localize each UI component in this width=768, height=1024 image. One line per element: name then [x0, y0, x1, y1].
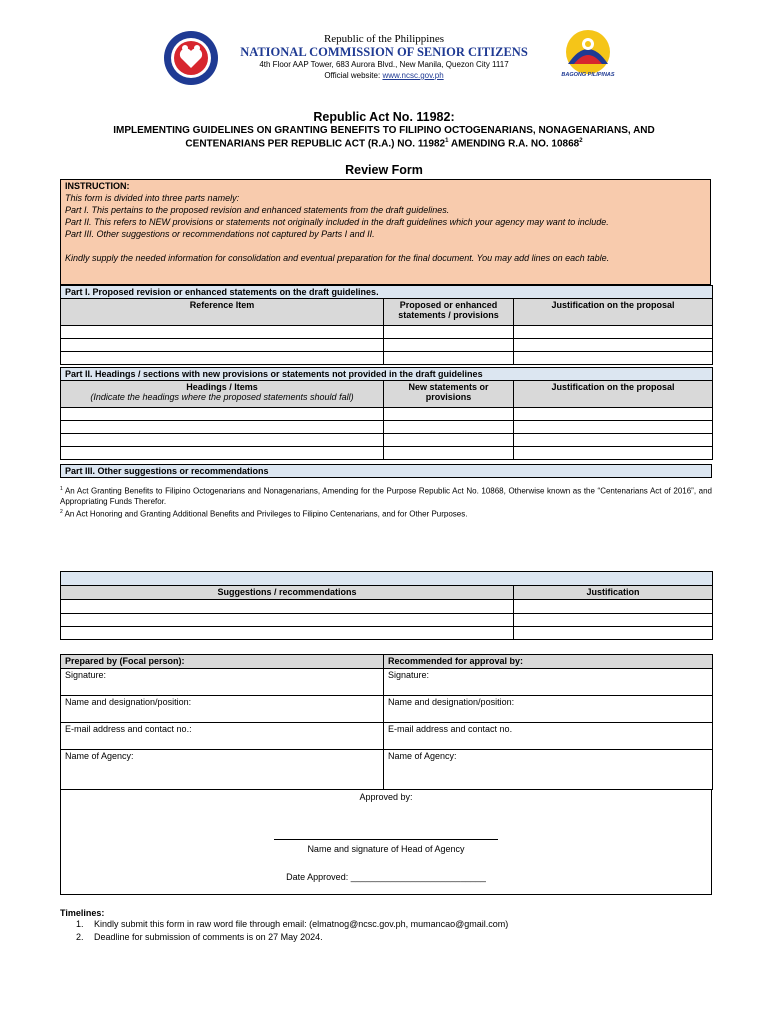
part2-table [60, 367, 713, 460]
input-cell[interactable] [514, 408, 713, 421]
title-sup2: 2 [579, 138, 583, 144]
part1-title: Part I. Proposed revision or enhanced statements on the draft guidelines. [61, 286, 713, 299]
title-line2b: AMENDING R.A. NO. 10868 [448, 138, 580, 150]
input-cell[interactable] [514, 326, 713, 339]
table-row [61, 447, 713, 460]
instruction-line: Part II. This refers to NEW provisions or statements not originally included in the draft guidelines which your agency may want to include. [65, 217, 609, 227]
input-cell[interactable] [61, 326, 384, 339]
recommended-email-field[interactable]: E-mail address and contact no. [384, 723, 713, 750]
instruction-heading: INSTRUCTION: [65, 181, 130, 191]
approved-by-label: Approved by: [359, 792, 413, 802]
form-title: Review Form [345, 163, 423, 177]
recommended-name-field[interactable]: Name and designation/position: [384, 696, 713, 723]
header-website-line [0, 71, 768, 80]
input-cell[interactable] [514, 352, 713, 365]
head-signature-label: Name and signature of Head of Agency [307, 844, 465, 854]
table-row [61, 614, 713, 627]
timeline-number: 2. [76, 932, 84, 942]
input-cell[interactable] [384, 352, 514, 365]
header-address: 4th Floor AAP Tower, 683 Aurora Blvd., New Manila, Quezon City 1117 [259, 60, 509, 69]
bagong-pilipinas-text: BAGONG PILIPINAS [561, 72, 615, 78]
footnotes [60, 484, 712, 519]
recommended-signature-field[interactable]: Signature: [384, 669, 713, 696]
part2-col-new: New statements or provisions [384, 381, 514, 408]
instruction-line: Part I. This pertains to the proposed revision and enhanced statements from the draft guidelines. [65, 205, 450, 215]
input-cell[interactable] [514, 447, 713, 460]
table-row [61, 339, 713, 352]
timeline-item [76, 919, 508, 929]
part1-table [60, 285, 713, 365]
part2-col-headings [61, 381, 384, 408]
input-cell[interactable] [61, 352, 384, 365]
input-cell[interactable] [61, 339, 384, 352]
website-link[interactable]: www.ncsc.gov.ph [382, 71, 444, 80]
input-cell[interactable] [514, 627, 713, 640]
part2-col-headings-sub: (Indicate the headings where the proposed statements should fall) [90, 392, 354, 402]
instruction-box [60, 179, 711, 285]
part3-col-suggestions: Suggestions / recommendations [61, 586, 514, 600]
signature-table [60, 654, 713, 790]
input-cell[interactable] [384, 326, 514, 339]
part2-col-headings-label: Headings / Items [186, 382, 258, 392]
prepared-name-field[interactable]: Name and designation/position: [61, 696, 384, 723]
table-row [61, 600, 713, 614]
title-line2a: CENTENARIANS PER REPUBLIC ACT (R.A.) NO. 11982 [185, 138, 446, 150]
part1-col-justification: Justification on the proposal [514, 299, 713, 326]
prepared-signature-field[interactable]: Signature: [61, 669, 384, 696]
prepared-email-field[interactable]: E-mail address and contact no.: [61, 723, 384, 750]
input-cell[interactable] [514, 339, 713, 352]
instruction-line: This form is divided into three parts namely: [65, 193, 240, 203]
timeline-item [76, 932, 323, 942]
guidelines-title-line2 [0, 138, 768, 149]
part2-col-justification: Justification on the proposal [514, 381, 713, 408]
input-cell[interactable] [61, 434, 384, 447]
act-title: Republic Act No. 11982: [313, 110, 455, 124]
timeline-text: Kindly submit this form in raw word file through email: (elmatnog@ncsc.gov.ph, mumancao@gmail.com) [94, 919, 509, 929]
date-approved-field[interactable]: Date Approved: ___________________________ [286, 872, 486, 882]
header-agency: NATIONAL COMMISSION OF SENIOR CITIZENS [240, 45, 528, 59]
table-row [61, 627, 713, 640]
instruction-line: Part III. Other suggestions or recommendations not captured by Parts I and II. [65, 229, 375, 239]
footnote-1-number: 1 [60, 486, 63, 492]
part1-col-reference: Reference Item [61, 299, 384, 326]
part3-title-table [60, 464, 712, 478]
input-cell[interactable] [514, 434, 713, 447]
website-label: Official website: [324, 71, 383, 80]
header-country: Republic of the Philippines [323, 33, 445, 45]
input-cell[interactable] [61, 421, 384, 434]
table-row [61, 408, 713, 421]
input-cell[interactable] [61, 600, 514, 614]
guidelines-title-line1: IMPLEMENTING GUIDELINES ON GRANTING BENEFITS TO FILIPINO OCTOGENARIANS, NONAGENARIANS, AND [113, 125, 655, 136]
input-cell[interactable] [514, 614, 713, 627]
bagong-pilipinas-logo [556, 24, 620, 84]
part3-col-justification: Justification [514, 586, 713, 600]
input-cell[interactable] [61, 627, 514, 640]
title-sup1: 1 [445, 138, 449, 144]
footnote-2-number: 2 [60, 508, 63, 515]
table-row [61, 434, 713, 447]
part3-title: Part III. Other suggestions or recommendations [61, 465, 712, 478]
input-cell[interactable] [514, 600, 713, 614]
input-cell[interactable] [384, 408, 514, 421]
part3-table [60, 571, 713, 640]
timeline-text: Deadline for submission of comments is on 27 May 2024. [94, 932, 323, 942]
footnote-2-text: An Act Honoring and Granting Additional Benefits and Privileges to Filipino Centenarians, and for Other Purposes. [64, 509, 468, 519]
table-row [61, 421, 713, 434]
part3-blue-bar [61, 572, 713, 586]
timeline-number: 1. [76, 919, 84, 929]
input-cell[interactable] [61, 614, 514, 627]
input-cell[interactable] [61, 447, 384, 460]
footnote-2 [60, 507, 712, 520]
head-signature-line[interactable] [274, 839, 498, 840]
timelines-heading: Timelines: [60, 908, 105, 918]
input-cell[interactable] [61, 408, 384, 421]
prepared-by-heading: Prepared by (Focal person): [61, 655, 384, 669]
footnote-1 [60, 484, 712, 507]
recommended-agency-field[interactable]: Name of Agency: [384, 750, 713, 790]
table-row [61, 326, 713, 339]
instruction-note: Kindly supply the needed information for consolidation and eventual preparation for the final document. You may add lines on each table. [65, 253, 610, 263]
recommended-by-heading: Recommended for approval by: [384, 655, 713, 669]
prepared-agency-field[interactable]: Name of Agency: [61, 750, 384, 790]
approval-box [60, 789, 712, 895]
input-cell[interactable] [384, 421, 514, 434]
input-cell[interactable] [514, 421, 713, 434]
input-cell[interactable] [384, 339, 514, 352]
input-cell[interactable] [384, 447, 514, 460]
part1-col-proposed: Proposed or enhanced statements / provisions [384, 299, 514, 326]
footnote-1-text: An Act Granting Benefits to Filipino Octogenarians and Nonagenarians, Amending for the Purpose Republic Act No. 10868, Otherwise known as the “Centenarians Act of 2016”, and Appropriating Funds Therefor. [60, 486, 712, 506]
input-cell[interactable] [384, 434, 514, 447]
table-row [61, 352, 713, 365]
part2-title: Part II. Headings / sections with new provisions or statements not provided in the draft guidelines [61, 368, 713, 381]
